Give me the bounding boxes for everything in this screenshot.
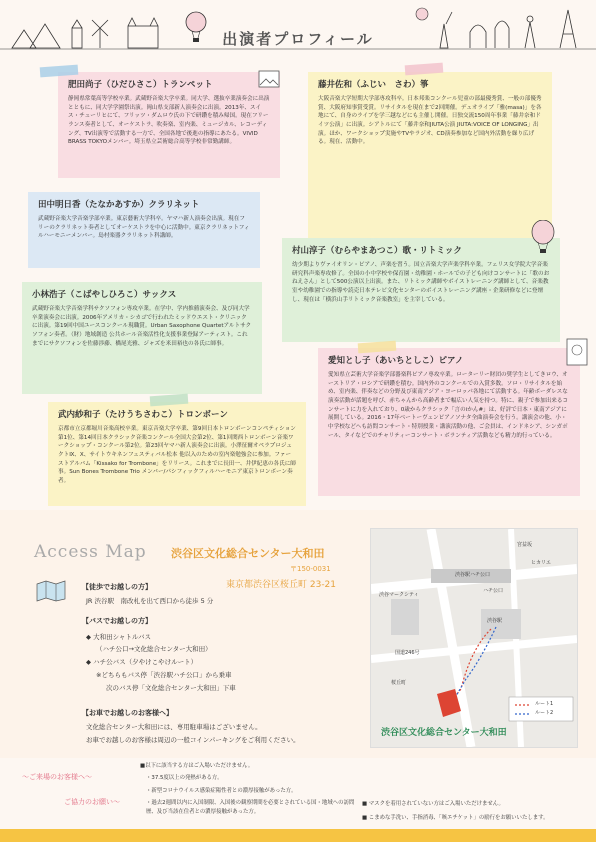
- bus-line: ※どちらもバス停「渋谷駅ハチ公口」から乗車: [96, 671, 232, 679]
- performer-name: 肥田尚子（ひだひさこ）トランペット: [68, 80, 213, 90]
- performer-card-clarinet: [28, 192, 260, 268]
- note-item: ・過去2週間以内に入国制限、入国後の観察期間を必要とされている国・地域への訪問歴、及び当該在住者との濃厚接触があった方。: [146, 800, 355, 815]
- performer-card-sax: [22, 282, 262, 394]
- car-heading: 【お車でお越しのお客様へ】: [82, 709, 173, 717]
- note-item: ■以下に該当する方はご入場いただけません。: [140, 763, 254, 769]
- performer-bio: 武蔵野音楽大学音楽学部卒業。東京藝術大学科卒。ヤマハ新人演奏会出演。現在フリーのクラリネット奏者としてオーケストラを中心に活動中。東京クラリネットフィルハーモニーメンバー。島村楽器クラリネット科講師。: [38, 216, 250, 240]
- performer-bio: 武蔵野音楽大学音楽学科サクソフォン専攻卒業。在学中、学内推薦演奏会、及び同大学卒業演奏会に出演。2006年アメリカ・シカゴで行われたミッドウエスト・クリニックに出演。第19回中国ユースコンクール現職賞。Urban Saxophone Quartetアルトサクソフォン奏者。（財）地域創造 公共ホール音楽活性化支援事業登録アーティスト。これまでにサクソフォンを佐藤渉藤、橋尾光雅、ジャズを米田裕也の各氏に師事。: [32, 306, 252, 347]
- note-item: ・新型コロナウイルス感染症陽性者との濃厚接触があった方。: [146, 788, 297, 794]
- notes-title: ～ご来場のお客様へ～: [22, 773, 92, 781]
- car-line: お車でお越しのお客様は周辺の一般コインパーキングをご利用ください。: [86, 736, 300, 744]
- postal-code: 〒150-0031: [290, 565, 331, 573]
- performer-card-trombone: [48, 402, 306, 506]
- bus-line: 次のバス停「文化総合センター大和田」下車: [106, 684, 236, 692]
- map-label: 桜丘町: [391, 680, 407, 686]
- performer-bio: 幼少期よりヴァイオリン・ピアノ、声楽を習う。国立音楽大学声楽学科卒業。フェリス女学院大学音楽研究科声楽専攻修了。全国の小中学校や保育園・幼稚園・ホールでの子ども向けコンサートに「歌のおねえさん」として500公演以上出演。また、リトミック講師やボイストレーニング講師として、音楽教室や幼稚園での指導や読売日本テレビ文化センターのボイストレーニング講座・企業研修などに登壇し、現在は「横浜山手リトミック音楽教室」を主宰している。: [292, 262, 550, 303]
- venue-name: 渋谷区文化総合センター大和田: [171, 547, 325, 560]
- performer-name: 愛知とし子（あいちとしこ）ピアノ: [328, 356, 464, 366]
- map-label: ヒカリエ: [531, 560, 551, 566]
- performer-name: 村山淳子（むらやまあつこ）歌・リトミック: [292, 246, 462, 256]
- performer-name: 武内紗和子（たけうちさわこ）トロンボーン: [58, 410, 228, 420]
- bus-line: ◆ ハチ公バス（夕やけこやけルート）: [86, 658, 198, 666]
- map-label: 国道246号: [395, 650, 420, 656]
- walk-heading: 【徒歩でお越しの方】: [82, 583, 152, 591]
- bottom-bar: [0, 829, 596, 842]
- map-label: 渋谷駅: [487, 618, 503, 624]
- note-item: ■ マスクを着用されていない方はご入場いただけません。: [362, 801, 504, 807]
- bus-line: （ハチ公口→文化総合センター大和田）: [96, 645, 212, 653]
- performer-bio: 静岡県常葉高等学校卒業。武蔵野音楽大学卒業。同大学、選抜卒業演奏会に出演とともに、同大学学園祭出演。岡山県支部新人演奏会に出演。2013年、スイス・チューリヒにて、フリッツ・ダムロウ氏の下で研鑽を積み帰国。現在フリーランス奏者として、オーケストラ、吹奏楽、室内楽、ミュージカル、レコーディング、TV出演等で活動する一方で、全国各地で後進の指導にあたる。VIVID BRASS TOKYOメンバー。埼玉県立芸術総合高等学校非常勤講師。: [68, 96, 270, 146]
- car-line: 文化総合センター大和田には、専用駐車場はございません。: [86, 723, 262, 731]
- performer-card-koto: [308, 72, 552, 252]
- map-caption: 渋谷区文化総合センター大和田: [381, 728, 507, 738]
- map-icon: [36, 580, 66, 602]
- map-label: 宮益坂: [517, 542, 533, 548]
- hot-air-balloon-icon: [530, 220, 556, 254]
- access-title: Access Map: [34, 542, 147, 562]
- map-label: 渋谷駅ハチ公口: [455, 572, 491, 578]
- performer-bio: 大阪音楽大学短期大学部専攻科卒。日本邦楽コンクール児童の部最優秀賞、一般の部優秀賞、大阪府知事賞受賞。リサイタルを現在まで2回開催。デュオライブ「雅(masa)」を各地にて、自身のライブを学三越などにも主催し開催。日独交流150周年事業「藤井奈和ドイツ公演」に出演。シアトルにて「藤井奈和JIUTA公演 JIUTA:VOICE OF LONGING」出演。ほか、ワークショップ実施やTVやラジオ、CD演奏参加など国内外活動を繰り広げる。現在、活動中。: [318, 96, 542, 146]
- performer-card-vocal: [282, 238, 560, 342]
- photo-icon: [258, 70, 280, 88]
- map-label: 渋谷マークシティ: [379, 592, 419, 598]
- page-title: 出演者プロフィール: [222, 30, 374, 48]
- bus-line: ◆ 大和田シャトルバス: [86, 633, 151, 641]
- note-item: ・37.5度以上の発熱がある方。: [146, 775, 223, 781]
- map-legend-route1: ルート1: [535, 701, 554, 707]
- map-legend-route2: ルート2: [535, 710, 554, 716]
- access-map: [370, 528, 578, 748]
- map-label: ハチ公口: [483, 588, 504, 594]
- walk-text: JR 渋谷駅 南改札を出て西口から徒歩 5 分: [86, 597, 214, 605]
- notes-subtitle: ご協力のお願い～: [64, 798, 120, 806]
- performer-bio: 愛知県立芸術大学音楽学部器楽科ピアノ専攻卒業。ローターリー財団の奨学生としてきロウ、オーストリア・ロシアで研鑽を積む。国内外のコンクールでの入賞多数。ソロ・リサイタルを始め、室内楽、伴奏などの分野及び東南アジア・ヨーロッパ各地にて活動する。年齢ボーダレスな演奏活動が話題を呼び、赤ちゃんから高齢者まで幅広い人気を持つ。特に、親子で参加出来るコンサートに力を入れており、0歳からクラシック「言のiかん#」は、好評で日本・東南アジアに展開している。2016・17年ベートーヴェンピアノソナタ全曲演奏会を行う。講演会の他、小・中学校などへも訪問コンサート・特別授業・講演活動の他、ご会員は、インドネシア、シンガポール、タイなどでのチャリティーコンサート・ボランティア活動なども精力的行っている。: [328, 372, 569, 439]
- performer-name: 田中明日香（たなかあすか）クラリネット: [38, 200, 200, 210]
- performer-name: 藤井佐和（ふじい さわ）箏: [318, 80, 429, 90]
- performer-card-piano: [318, 348, 580, 496]
- performer-card-trumpet: [58, 72, 280, 178]
- note-item: ■ こまめな手洗い、手指消毒、「咳エチケット」の励行をお願いいたします。: [362, 815, 549, 821]
- performer-name: 小林浩子（こばやしひろこ）サックス: [32, 290, 177, 300]
- passport-icon: [566, 338, 588, 366]
- venue-address: 東京都渋谷区桜丘町 23-21: [226, 580, 337, 590]
- bus-heading: 【バスでお越しの方】: [82, 617, 152, 625]
- performer-bio: 京都市立京都堀川音楽高校卒業。東京音楽大学卒業、第9回日本トロンボーンコンペティション第1位、第14回日本クラシック音楽コンクール全国大会第2位、第1回関西トロンボーン音楽ワークショップ・コンクール第2位。第23回ヤマハ新人演奏会に出演。小澤征爾オペラプロジェクトⅨ、Ⅹ、サイトウキネンフェスティバル松本 他以入のための室内楽勉強会に参加。ファーストアルバム「Kissako for Trombone」をリリース。これまでに長田一、井伊紀恵の各氏に師事。Sun Bones Trombone Trio メンバー/パシフィックフィルハーモニア東京トロンボーン奏者。: [58, 426, 296, 484]
